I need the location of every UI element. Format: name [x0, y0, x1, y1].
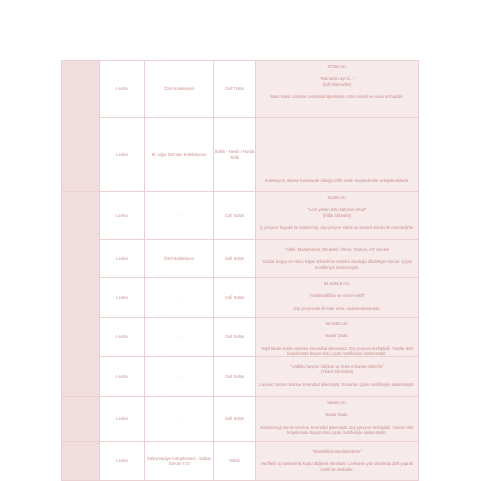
row-group-cell [62, 61, 100, 192]
note-text: Yazılar başça ve Hoca Nişan Efendi'nin resmini okuduğu dikdörtgen-kenar. Çiçek motifleriyle süslenmiştir. [262, 259, 412, 270]
technique-cell: Celî Sülüs [214, 192, 256, 240]
description-cell [256, 278, 419, 318]
location-cell: - [145, 278, 214, 318]
location-cell: - [145, 318, 214, 357]
row-group-cell [62, 442, 100, 481]
table-row [62, 118, 419, 192]
type-cell: Levha [100, 61, 145, 118]
description-cell [256, 442, 419, 481]
location-cell: Özel Koleksiyon [145, 240, 214, 278]
location-cell: - [145, 192, 214, 240]
note-text: Kahverengi zemin üzerine zerendüd işlenmiştir. Dış çerçeve tezhiplidir. Yazılar dört köşelerinde beyaz ebru çiçek motifleriyle süslenmiştir. [260, 424, 414, 435]
technique-cell: Celî Sülüs [214, 357, 256, 397]
note-text: Dış çerçevede iki satır ebru, mukavvalanmıştır. [293, 305, 381, 311]
technique-cell: Celî Sülüs [214, 240, 256, 278]
inscription-text: "Vallâhu hayrun hâfizan ve hüve erhamür-râhimîn" [290, 364, 384, 369]
type-cell: Levha [100, 442, 145, 481]
description-cell [256, 118, 419, 192]
inscription-text: "Hasbünallâhu ve ni'mel vekîl" [309, 293, 365, 299]
table-row [62, 240, 419, 278]
technique-cell: Sülüs - Nesih / Hurda Ta'lik [214, 118, 256, 192]
row-group-cell [62, 192, 100, 397]
inscription-text: Nasar Dualı. [325, 333, 349, 339]
inscription-text: Nasar Dualı. [325, 412, 349, 418]
source-text: (Kâf Sûresi/35) [323, 81, 351, 87]
note-text: Mavi zemin üzerine zerendüd işlenmiştir. Altın cetveli ve mavi tezhiplidir. [270, 93, 404, 99]
table-row [62, 397, 419, 442]
table-row [62, 442, 419, 481]
dimensions-text: 47x58 cm. [327, 64, 347, 69]
type-cell: Levha [100, 192, 145, 240]
description-cell [256, 240, 419, 278]
description-cell [256, 61, 419, 118]
type-cell: Levha [100, 318, 145, 357]
table-row [62, 318, 419, 357]
note-text: Koleksiyon. Bahse konulacak olduğu ta'lik nesih meşkedenler anlaşılmaktadır. [264, 177, 410, 183]
location-cell: M. Uğur Derman Koleksiyonu [145, 118, 214, 192]
dimensions-text: 41x60 cm. [327, 195, 347, 200]
inscription-text: "Allah, Muhammed, Ebubekir, Ömer, Osman, Ali" isimleri [284, 247, 390, 252]
dimensions-text: 50,5x63 cm. [325, 321, 349, 326]
table-row [62, 61, 419, 118]
table-row [62, 192, 419, 240]
location-cell: Süleymaniye Kütüphanesi - Sultan Ebrulu 773 [145, 442, 214, 481]
type-cell: Levha [100, 118, 145, 192]
inscription-text: "Bismillâhirrahmânirrahîm" [312, 449, 362, 454]
dimensions-text: 56x69 cm. [327, 400, 347, 405]
type-cell: Levha [100, 240, 145, 278]
description-cell [256, 192, 419, 240]
technique-cell: Sülüs [214, 442, 256, 481]
description-cell [256, 318, 419, 357]
note-text: Harflerin içi süslenmiş kuşlu düğmeli ebruladır. Levhanın yan tarafında dört yaprak motifi ile süslüdür. [260, 461, 414, 472]
technique-cell: Celî Sülüs [214, 318, 256, 357]
dimensions-text: 64,5x65,5 cm. [323, 281, 351, 286]
source-text: (Yûsuf Sûresi/64) [320, 369, 354, 375]
type-cell: Levha [100, 278, 145, 318]
technique-cell: Celî Tülüs [214, 61, 256, 118]
technique-cell: Celî Sülüs [214, 278, 256, 318]
note-text: İç çerçeve kuşaklı ile süslenmiş, dış çerçeve sülüs ve kenarlı ebrulu ile eserdedirler. [259, 224, 415, 230]
artwork-catalog-table [61, 60, 419, 481]
inscription-text: "Lem yekün lehu küfüven ehad" [307, 207, 367, 213]
type-cell: Levha [100, 357, 145, 397]
source-text: (İhlâs Sûresi/4) [322, 212, 352, 218]
description-cell [256, 397, 419, 442]
location-cell: Özel Koleksiyon [145, 61, 214, 118]
technique-cell: Celî Sülüs [214, 397, 256, 442]
inscription-text: "Ramazan ayı ki..." [319, 76, 355, 82]
location-cell: - [145, 397, 214, 442]
table-row [62, 278, 419, 318]
table-row [62, 357, 419, 397]
description-cell [256, 357, 419, 397]
row-group-cell [62, 397, 100, 442]
type-cell: Levha [100, 397, 145, 442]
note-text: Lacivert zemin üzerine zerendüd işlenmiştir. Kenarları çiçek motifleriyle süslenmiştir. [259, 381, 415, 387]
location-cell: - [145, 357, 214, 397]
note-text: Yeşil taban zemin üzerine zerendüd işlenmiştir. Dış çerçeve tezhiplidir. Yazılar dört köşelerinde beyaz ebru çiçek motifleriyle süslenmiştir. [260, 345, 414, 356]
